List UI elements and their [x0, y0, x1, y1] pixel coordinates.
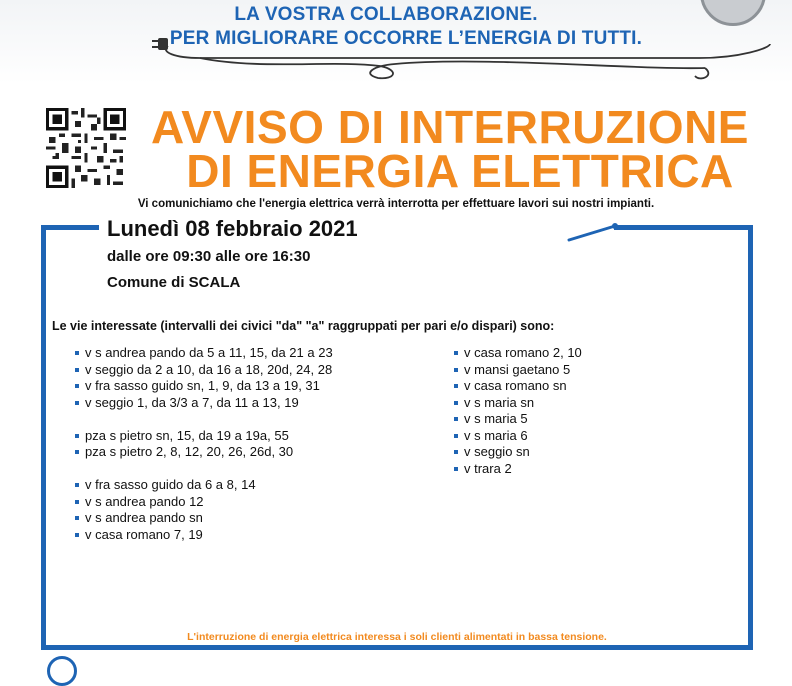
- list-item: pza s pietro sn, 15, da 19 a 19a, 55: [75, 428, 375, 445]
- list-item: v s maria 5: [454, 411, 754, 428]
- list-item: v mansi gaetano 5: [454, 362, 754, 379]
- frame-top-left: [41, 225, 99, 230]
- list-item: v trara 2: [454, 461, 754, 478]
- pen-stroke-icon: [565, 218, 625, 248]
- list-item: v fra sasso guido sn, 1, 9, da 13 a 19, 31: [75, 378, 375, 395]
- municipality: Comune di SCALA: [107, 274, 241, 291]
- list-item: v casa romano sn: [454, 378, 754, 395]
- brand-logo-icon: [47, 656, 77, 686]
- list-item: v s andrea pando sn: [75, 510, 375, 527]
- intro-text: Vi comunichiamo che l'energia elettrica verrà interrotta per effettuare lavori sui nostri impianti.: [137, 198, 655, 210]
- plug-cable-icon: [0, 0, 792, 84]
- list-item: v s maria sn: [454, 395, 754, 412]
- interruption-date: Lunedì 08 febbraio 2021: [107, 216, 358, 241]
- list-item: v s maria 6: [454, 428, 754, 445]
- list-item: v casa romano 2, 10: [454, 345, 754, 362]
- list-item: v s andrea pando 12: [75, 494, 375, 511]
- streets-intro: Le vie interessate (intervalli dei civici "da" "a" raggruppati per pari e/o dispari) sono:: [52, 319, 555, 333]
- list-item: v fra sasso guido da 6 a 8, 14: [75, 477, 375, 494]
- list-item: v seggio 1, da 3/3 a 7, da 11 a 13, 19: [75, 395, 375, 412]
- slogan-line-2: PER MIGLIORARE OCCORRE L’ENERGIA DI TUTTI.: [169, 28, 643, 49]
- slogan-line-1: LA VOSTRA COLLABORAZIONE.: [234, 4, 538, 25]
- notice-title-line-1: AVVISO DI INTERRUZIONE: [151, 101, 749, 153]
- list-item: pza s pietro 2, 8, 12, 20, 26, 26d, 30: [75, 444, 375, 461]
- qr-code-image: [46, 108, 126, 188]
- list-item: v seggio sn: [454, 444, 754, 461]
- streets-list-left: [75, 345, 375, 543]
- list-item: v casa romano 7, 19: [75, 527, 375, 544]
- interruption-hours: dalle ore 09:30 alle ore 16:30: [107, 248, 311, 265]
- notice-title-line-2: DI ENERGIA ELETTRICA: [186, 145, 734, 197]
- footer-note: L'interruzione di energia elettrica interessa i soli clienti alimentati in bassa tensione.: [187, 631, 607, 643]
- frame-top-right: [614, 225, 753, 230]
- list-item: v seggio da 2 a 10, da 16 a 18, 20d, 24, 28: [75, 362, 375, 379]
- streets-list-right: [454, 345, 754, 477]
- list-item: v s andrea pando da 5 a 11, 15, da 21 a 23: [75, 345, 375, 362]
